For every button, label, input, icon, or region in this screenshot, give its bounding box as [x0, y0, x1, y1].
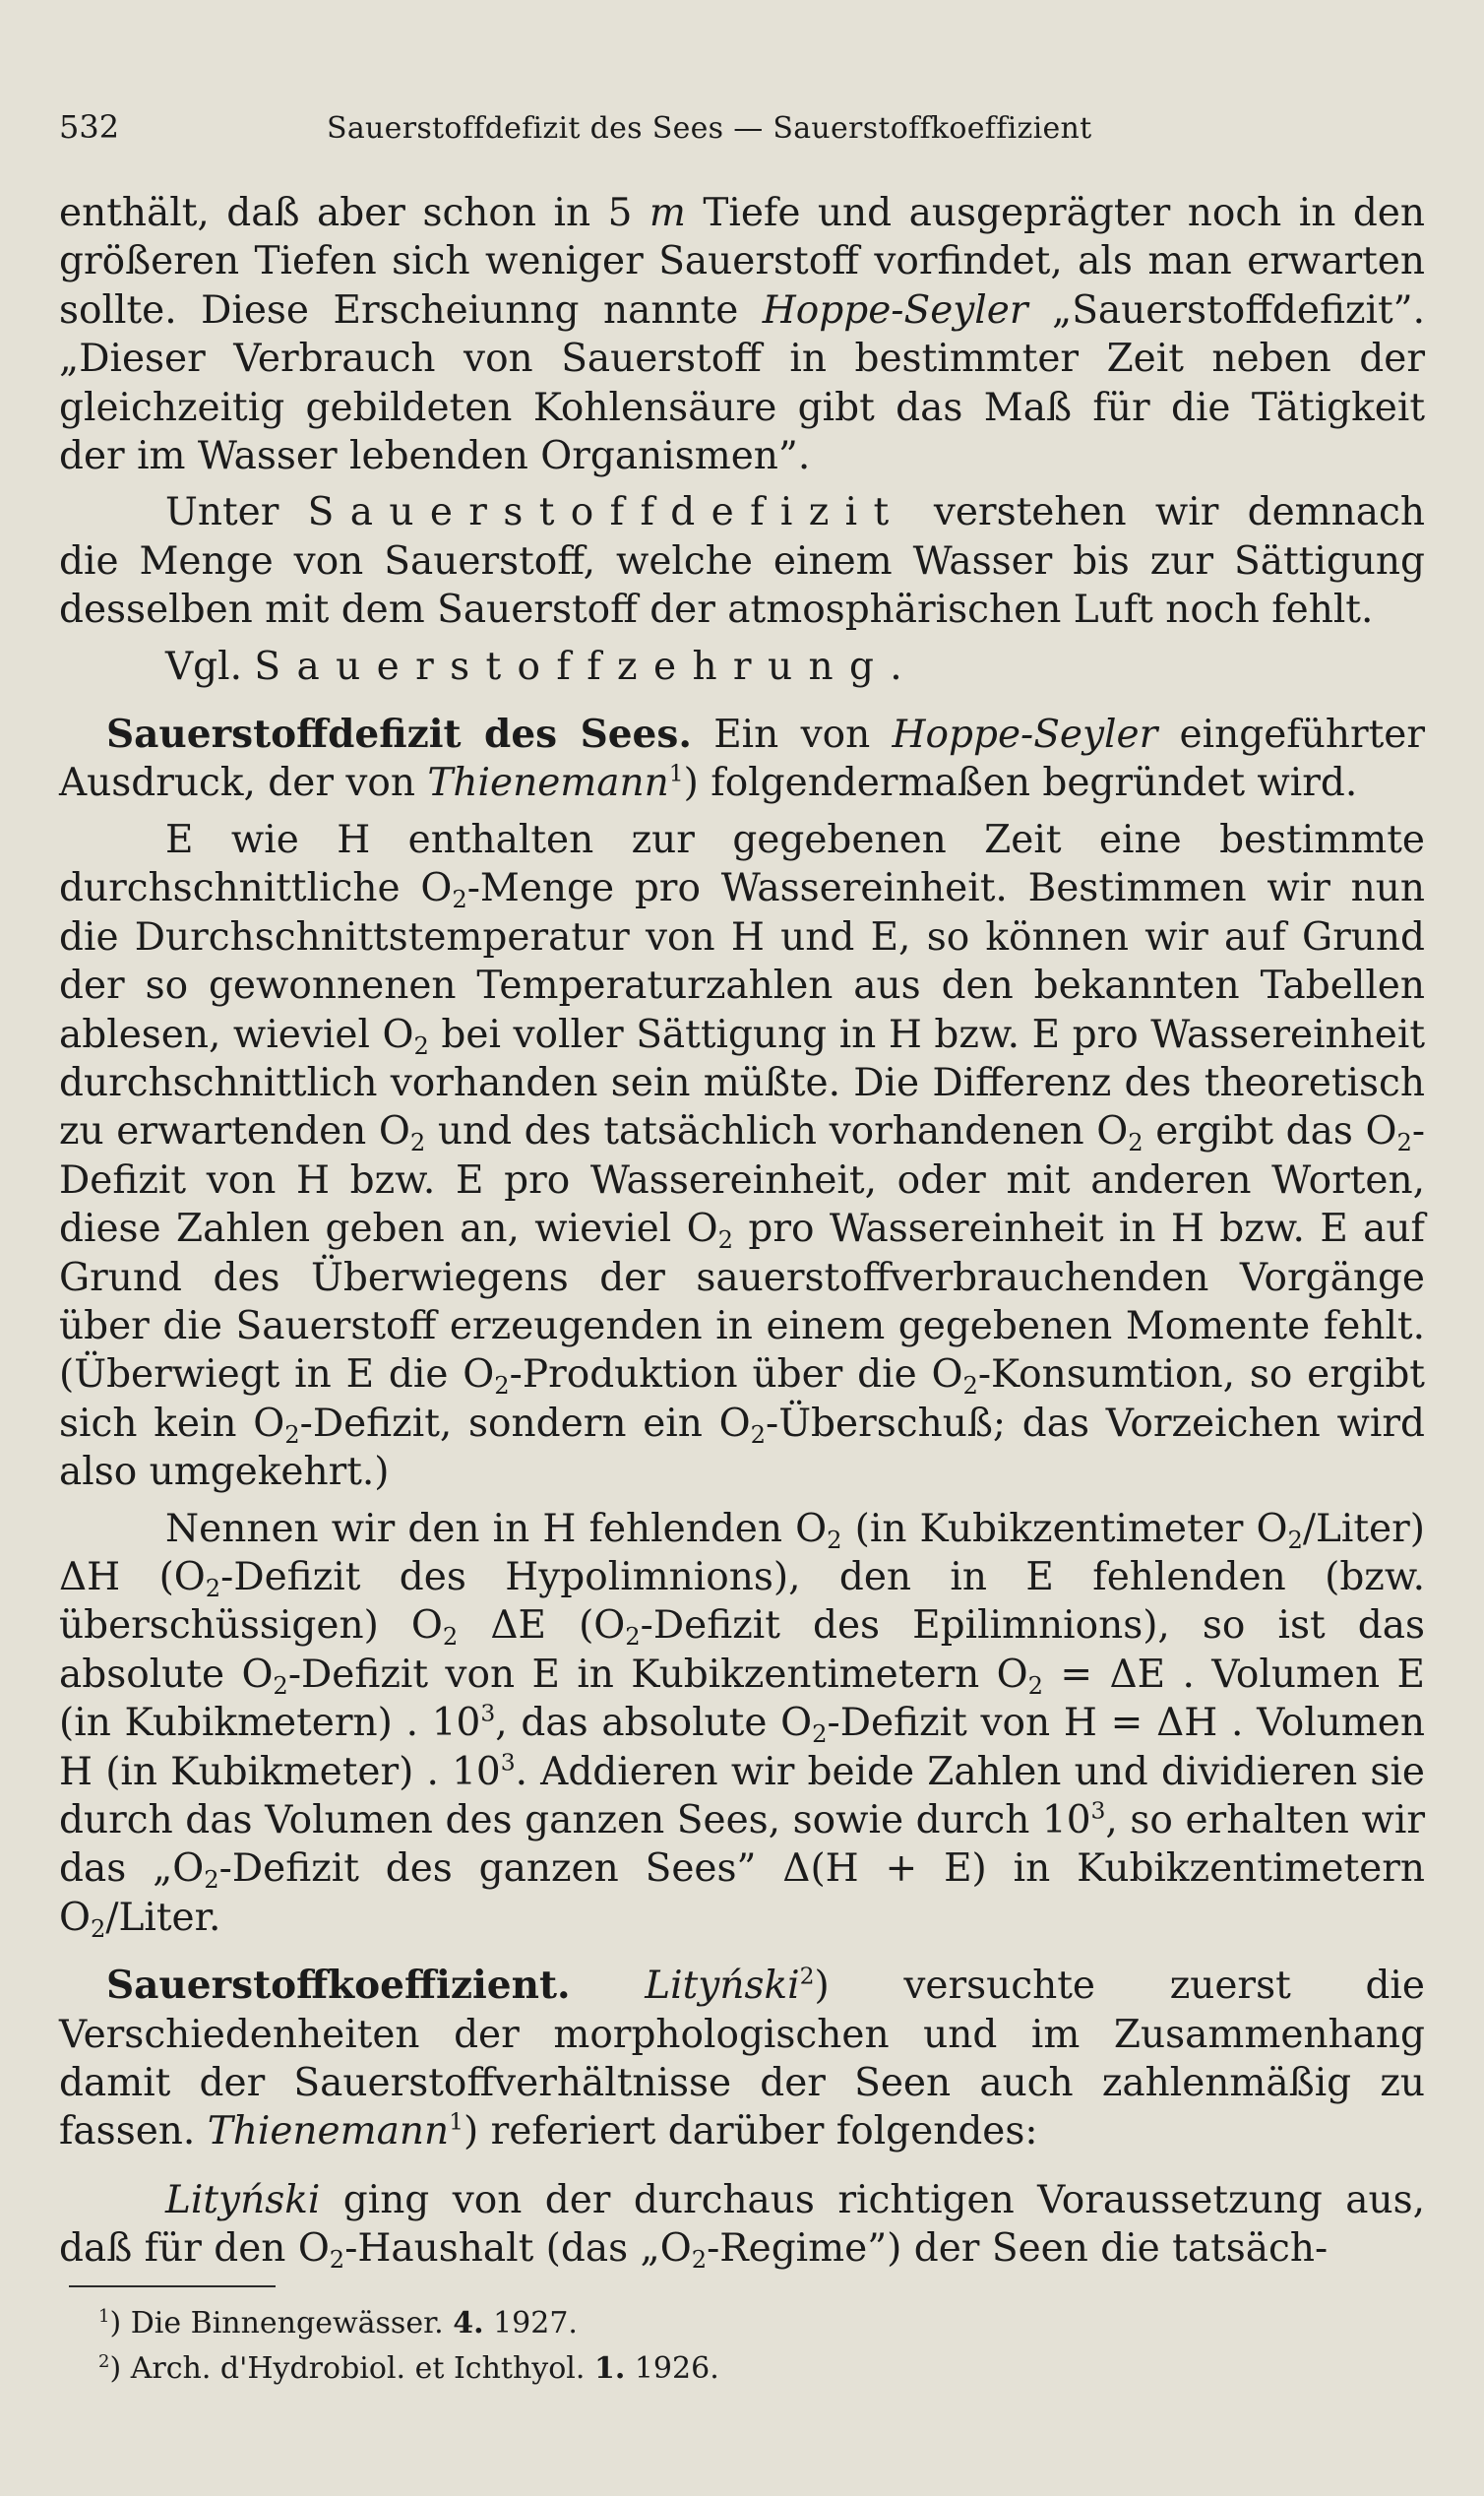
footnote-ref: 1 [668, 759, 684, 787]
text: -Menge pro Wassereinheit. Bestimmen wir nun die Durchschnittstemperatur von H und E, so können wir auf Grund der so gewonnenen Temperaturzahlen aus den bekannten Tabellen ablesen, wieviel O [59, 866, 1426, 1057]
paragraph-1 [59, 189, 1425, 480]
text: /Liter) ΔH (O [59, 1506, 1425, 1599]
text: enthält, daß aber schon in 5 [59, 191, 649, 235]
paragraph-3 [59, 643, 1425, 691]
running-title: Sauerstoffdefizit des Sees — Sauerstoffkoeffizient [327, 111, 1092, 146]
text: ΔE (O [458, 1603, 626, 1649]
unit-meter: m [649, 191, 686, 235]
subscript: 2 [1287, 1526, 1303, 1554]
subscript: 2 [1396, 1129, 1412, 1157]
year: 1927. [483, 2305, 578, 2340]
subscript: 2 [204, 1866, 219, 1895]
author-name: Thienemann [207, 2109, 450, 2154]
text: -Defizit von E in Kubikzentimetern O [287, 1652, 1028, 1697]
subscript: 2 [717, 1225, 733, 1254]
text: „Sauerstoffdefizit”. „Dieser Verbrauch von Sauerstoff in bestimmter Zeit neben der gleichzeitig gebildeten Kohlensäure gibt das Maß für die Tätigkeit der im Wasser lebenden Organismen”. [59, 287, 1425, 479]
text: ) folgendermaßen begründet wird. [683, 761, 1358, 806]
subscript: 2 [273, 1671, 288, 1700]
text: und des tatsächlich vorhandenen O [425, 1109, 1129, 1154]
text: bei voller Sättigung in H bzw. E pro Wassereinheit durchschnittlich vorhanden sein müßte. Die Differenz des theoretisch zu erwartenden O [59, 1012, 1425, 1154]
subscript: 2 [962, 1372, 978, 1401]
footnotes [59, 2301, 1425, 2392]
paragraph-5 [59, 816, 1425, 1497]
subscript: 2 [1128, 1129, 1144, 1157]
paragraph-7 [59, 1962, 1425, 2156]
subscript: 2 [205, 1574, 221, 1602]
exponent: 3 [480, 1699, 496, 1727]
volume: 4. [453, 2305, 484, 2340]
text: -Überschuß; das Vorzeichen wird also umgekehrt.) [59, 1401, 1425, 1495]
text: ) [109, 2305, 122, 2340]
text: ) referiert darüber folgendes: [463, 2109, 1038, 2154]
text: -Konsumtion, so ergibt sich kein O [59, 1352, 1425, 1446]
text: -Haushalt (das „O [344, 2226, 692, 2272]
author-name: Hoppe-Seyler [762, 287, 1028, 333]
text: -Defizit des ganzen Sees” Δ(H + E) in Kubikzentimetern O [59, 1846, 1426, 1940]
subscript: 2 [413, 1031, 429, 1060]
paragraph-6 [59, 1505, 1425, 1943]
body-text [59, 189, 1425, 2274]
footnote-2 [59, 2346, 1425, 2392]
author-name: Lityński [645, 1964, 800, 2009]
author-name: Lityński [165, 2177, 321, 2222]
text: E wie H enthalten zur gegebenen Zeit eine bestimmte durchschnittliche O [59, 817, 1425, 911]
text: Nennen wir den in H fehlenden O [165, 1506, 828, 1551]
footnote-rule [69, 2285, 276, 2287]
text: -Produktion über die O [509, 1352, 963, 1398]
text: Ein von [691, 713, 893, 758]
text: . Addieren wir beide Zahlen und dividieren sie durch das Volumen des ganzen Sees, sowie durch 10 [59, 1749, 1425, 1842]
footnote-text: Die Binnengewässer. [121, 2305, 454, 2340]
author-name: Hoppe-Seyler [892, 713, 1158, 758]
text: verstehen wir demnach die Menge von Sauerstoff, welche einem Wasser bis zur Sättigung desselben mit dem Sauerstoff der atmosphärischen Luft noch fehlt. [59, 490, 1425, 633]
footnote-ref: 1 [449, 2107, 464, 2136]
subscript: 2 [625, 1623, 641, 1652]
subscript: 2 [409, 1129, 426, 1157]
subscript: 2 [750, 1420, 767, 1449]
text: /Liter. [105, 1895, 221, 1940]
footnote-text: Arch. d'Hydrobiol. et Ichthyol. [121, 2350, 594, 2386]
text: -Defizit von H bzw. E pro Wassereinheit, oder mit anderen Worten, diese Zahlen geben an, wieviel O [59, 1109, 1426, 1252]
text: -Defizit von H = ΔH . Volumen H (in Kubikmeter) . 10 [59, 1701, 1425, 1794]
text: Vgl. [165, 644, 255, 689]
author-name: Thienemann [427, 761, 669, 806]
text: eingeführter Ausdruck, der von [59, 713, 1425, 806]
running-header [59, 108, 1425, 146]
text: pro Wassereinheit in H bzw. E auf Grund des Überwiegens der sauerstoffverbrauchenden Vorgänge über die Sauerstoff erzeugenden in einem gegebenen Momente fehlt. (Überwiegt in E die O [59, 1207, 1425, 1398]
subscript: 2 [329, 2246, 345, 2275]
text: -Defizit, sondern ein O [299, 1401, 751, 1446]
footnote-mark: 1 [98, 2305, 110, 2327]
text: -Defizit des Hypolimnions), den in E fehlenden (bzw. überschüssigen) O [59, 1554, 1425, 1649]
exponent: 3 [1090, 1796, 1106, 1825]
volume: 1. [593, 2350, 626, 2386]
subscript: 2 [442, 1623, 459, 1652]
text: -Defizit des Epilimnions), so ist das absolute O [59, 1603, 1425, 1697]
text: -Regime”) der Seen die tatsäch- [707, 2226, 1329, 2272]
subscript: 2 [452, 886, 467, 914]
section-heading: Sauerstoffdefizit des Sees. [106, 712, 692, 758]
text: ) [109, 2350, 122, 2386]
text: , so erhalten wir das „O [59, 1798, 1425, 1892]
subscript: 2 [1027, 1671, 1043, 1700]
page-number: 532 [59, 108, 120, 146]
paragraph-4 [59, 711, 1425, 808]
subscript: 2 [827, 1526, 842, 1554]
exponent: 3 [500, 1748, 516, 1777]
paragraph-8 [59, 2176, 1425, 2274]
text: ging von der durchaus richtigen Voraussetzung aus, daß für den O [59, 2177, 1425, 2272]
paragraph-2 [59, 488, 1425, 634]
text [571, 1964, 646, 2008]
subscript: 2 [812, 1719, 828, 1748]
subscript: 2 [90, 1914, 106, 1943]
spaced-term: Sauerstoffzehrung. [254, 644, 919, 689]
subscript: 2 [284, 1420, 300, 1449]
text: ) versuchte zuerst die Verschiedenheiten der morphologischen und im Zusammenhang damit der Sauerstoffverhältnisse der Seen auch zahlenmäßig zu fassen. [59, 1964, 1425, 2154]
footnote-ref: 2 [799, 1962, 815, 1990]
subscript: 2 [691, 2246, 708, 2275]
section-heading: Sauerstoffkoeffizient. [106, 1963, 571, 2009]
year: 1926. [625, 2350, 719, 2386]
text: (in Kubikzentimeter O [841, 1506, 1288, 1551]
spaced-term: Sauerstoffdefizit [307, 490, 905, 535]
text: ergibt das O [1143, 1109, 1397, 1154]
footnote-mark: 2 [98, 2350, 110, 2372]
text: Tiefe und ausgeprägter noch in den größeren Tiefen sich weniger Sauerstoff vorfindet, als man erwarten sollte. Diese Erscheiunng nannte [59, 191, 1425, 333]
footnote-1 [59, 2301, 1425, 2346]
subscript: 2 [494, 1372, 510, 1401]
text: = ΔE . Volumen E (in Kubikmetern) . 10 [59, 1652, 1425, 1746]
text: Unter [165, 490, 308, 535]
text: , das absolute O [495, 1701, 813, 1746]
